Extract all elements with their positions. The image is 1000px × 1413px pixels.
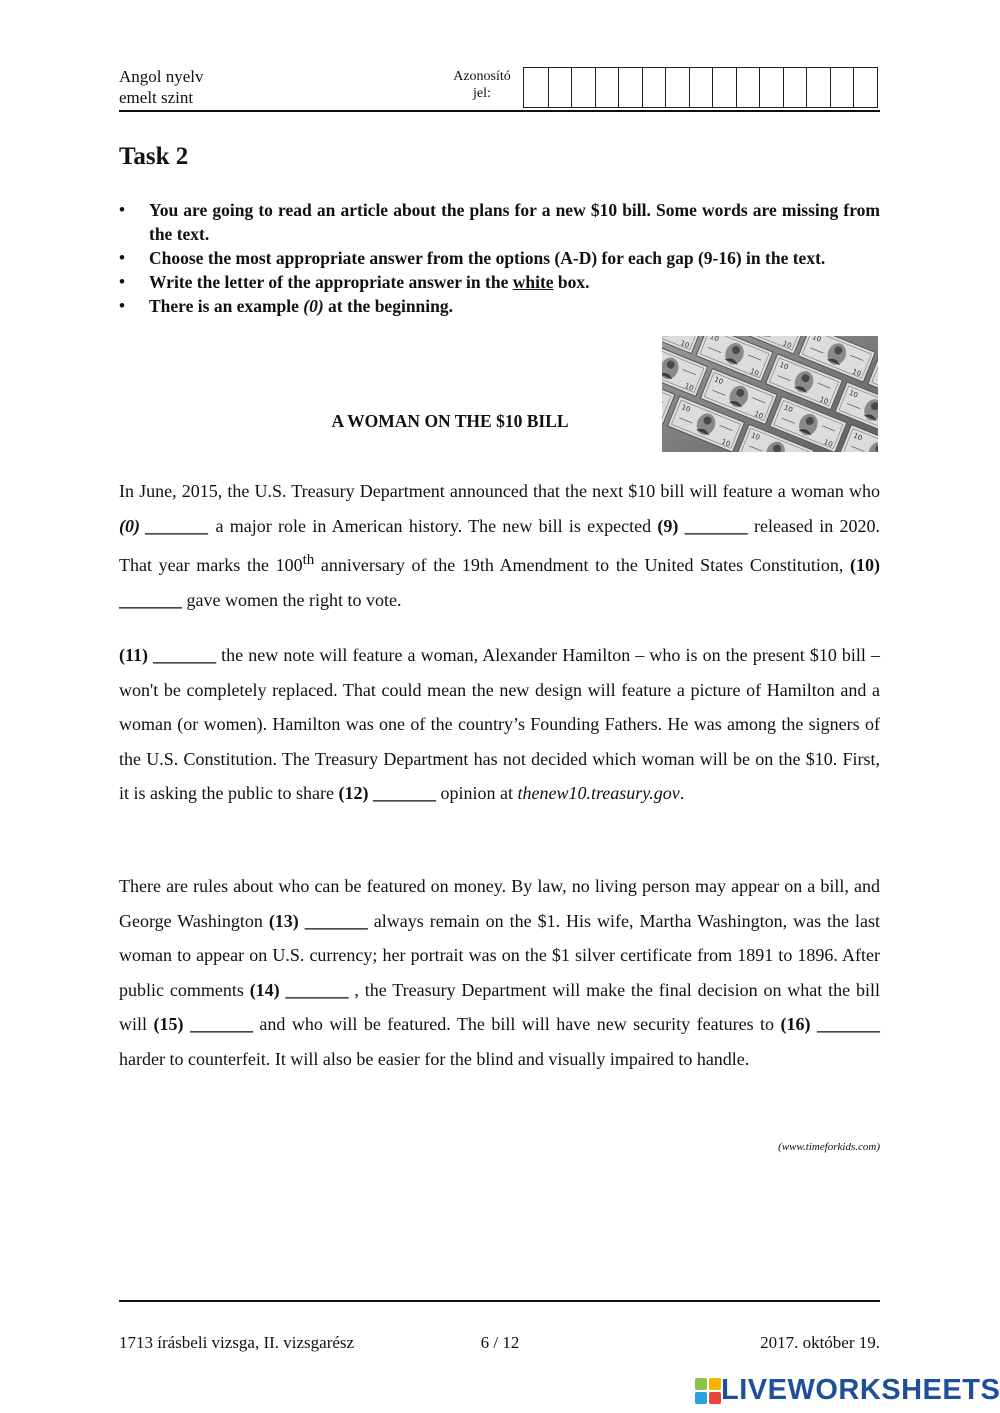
liveworksheets-logo-text: LIVEWORKSHEETS	[721, 1374, 1000, 1406]
gap-16[interactable]: (16) _______	[780, 1014, 880, 1035]
page-number: 6 / 12	[480, 1333, 520, 1352]
header-divider	[119, 110, 880, 112]
footer-date: 2017. október 19.	[760, 1333, 880, 1352]
id-digit-box[interactable]	[689, 68, 713, 107]
id-digit-box[interactable]	[853, 68, 877, 107]
banknotes-photo	[662, 336, 878, 452]
id-digit-box[interactable]	[736, 68, 760, 107]
footer-divider	[119, 1300, 880, 1302]
article-paragraph-3: There are rules about who can be featured on money. By law, no living person may appear on a bill, and George Washington (13) _______ always remain on the $1. His wife, Martha Washington, was the last woman to appear on U.S. currency; her portrait was on the $1 silver certificate from 1891 to 1896. After public comments (14) _______ , the Treasury Department will make the final decision on what the bill will (15) _______ and who will be featured. The bill will have new security features to (16) _______ harder to counterfeit. It will also be easier for the blind and visually impaired to handle.	[119, 876, 880, 1069]
gap-9[interactable]: (9) _______	[657, 515, 748, 536]
gap-13[interactable]: (13) _______	[268, 910, 368, 931]
id-digit-box[interactable]	[712, 68, 736, 107]
id-digit-box[interactable]	[642, 68, 666, 107]
id-digit-box[interactable]	[595, 68, 619, 107]
id-digit-box[interactable]	[571, 68, 595, 107]
subject-line-1: Angol nyelv	[119, 67, 204, 86]
instruction-item: • Write the letter of the appropriate answer in the white box.	[119, 270, 880, 294]
id-label-line-1: Azonosító	[453, 69, 511, 84]
id-digit-box[interactable]	[548, 68, 572, 107]
article-title: A WOMAN ON THE $10 BILL	[331, 411, 569, 431]
liveworksheets-grid-icon	[695, 1378, 721, 1404]
instruction-item: • Choose the most appropriate answer from the options (A-D) for each gap (9-16) in the text.	[119, 246, 880, 270]
header-subject	[119, 66, 204, 108]
gap-12[interactable]: (12) _______	[338, 783, 436, 804]
article-paragraph-1: In June, 2015, the U.S. Treasury Department announced that the next $10 bill will feature a woman who (0) _______ a major role in American history. The new bill is expected (9) _______ released in 2020. That year marks the 100th anniversary of the 19th Amendment to the United States Constitution, (10) _______ gave women the right to vote.	[119, 481, 880, 610]
instructions-list	[119, 198, 880, 318]
id-digit-box[interactable]	[806, 68, 830, 107]
id-digit-box[interactable]	[665, 68, 689, 107]
article-source: (www.timeforkids.com)	[778, 1141, 880, 1153]
subject-line-2: emelt szint	[119, 88, 194, 107]
liveworksheets-logo	[695, 1374, 1000, 1407]
gap-0-example: (0) _______	[119, 515, 210, 536]
instruction-item: • There is an example (0) at the beginning.	[119, 294, 880, 318]
id-digit-box[interactable]	[524, 68, 548, 107]
gap-11[interactable]: (11) _______	[119, 645, 217, 665]
footer-exam-info: 1713 írásbeli vizsga, II. vizsgarész	[119, 1333, 355, 1352]
underlined-word: white	[512, 272, 554, 292]
gap-15[interactable]: (15) _______	[153, 1014, 253, 1035]
article-paragraph-2: (11) _______ the new note will feature a woman, Alexander Hamilton – who is on the present $10 bill – won't be completely replaced. That could mean the new design will feature a picture of Hamilton and a woman (or women). Hamilton was one of the country’s Founding Fathers. He was among the signers of the U.S. Constitution. The Treasury Department has not decided which woman will be on the $10. First, it is asking the public to share (12) _______ opinion at thenew10.treasury.gov.	[119, 645, 881, 804]
id-digit-box[interactable]	[618, 68, 642, 107]
website-reference: thenew10.treasury.gov	[517, 783, 680, 804]
id-digit-box[interactable]	[830, 68, 854, 107]
instruction-item: • You are going to read an article about the plans for a new $10 bill. Some words are missing from the text.	[119, 198, 880, 246]
id-digit-box[interactable]	[783, 68, 807, 107]
id-label-line-2: jel:	[473, 86, 491, 101]
gap-10[interactable]: (10) _______	[119, 555, 880, 610]
id-boxes	[523, 67, 878, 108]
example-marker: (0)	[303, 296, 324, 316]
task-title: Task 2	[119, 143, 189, 170]
id-digit-box[interactable]	[759, 68, 783, 107]
gap-14[interactable]: (14) _______	[249, 979, 349, 1000]
id-label	[440, 68, 524, 102]
